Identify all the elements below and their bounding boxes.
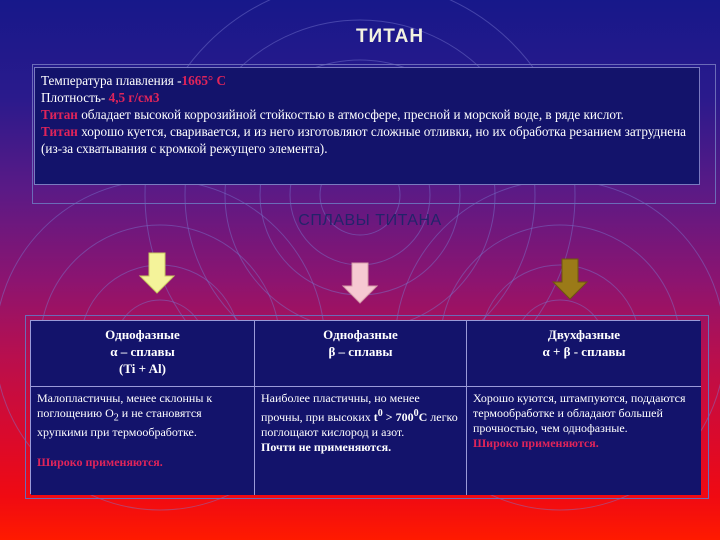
down-arrow-icon bbox=[341, 262, 379, 304]
density-line: Плотность- 4,5 г/см3 bbox=[41, 90, 160, 105]
melting-value: 1665 bbox=[181, 73, 208, 88]
alloys-heading: СПЛАВЫ ТИТАНА bbox=[298, 212, 442, 229]
forging-line: Титан хорошо куется, сваривается, и из него изготовляют сложные отливки, но их обработка резанием затруднена (из-за схватывания с кромкой режущего элемента). bbox=[41, 124, 687, 156]
melting-point-line: Температура плавления -1665° С bbox=[41, 73, 227, 88]
density-value: 4,5 г/см3 bbox=[108, 90, 160, 105]
table-header-alpha: Однофазные α – сплавы (Ti + Al) bbox=[31, 321, 255, 387]
melting-unit: С bbox=[216, 73, 227, 88]
table-cell-alpha: Малопластичны, менее склонны к поглощению $О_2$ и не становятся хрупкими при термообработке. Широко применяются. bbox=[31, 387, 255, 495]
table-header-alpha-beta: Двухфазные α + β - сплавы bbox=[467, 321, 701, 387]
down-arrow-icon bbox=[551, 258, 589, 300]
arrow-olive bbox=[553, 259, 587, 299]
corrosion-line: Титан обладает высокой коррозийной стойкостью в атмосфере, пресной и морской воде, в ряде кислот. bbox=[41, 107, 624, 122]
usage-note: Широко применяются. bbox=[37, 455, 163, 470]
usage-note: Широко применяются. bbox=[473, 436, 599, 450]
properties-panel bbox=[34, 67, 700, 185]
table-cell-beta: Наиболее пластичны, но менее прочны, при высоких $t^0 > 700^0С$ легко поглощают кислород и азот. Почти не применяются. bbox=[255, 387, 467, 495]
arrow-pink bbox=[343, 263, 377, 303]
page-title: ТИТАН bbox=[355, 26, 425, 47]
table-header-beta: Однофазные β – сплавы bbox=[255, 321, 467, 387]
table-cell-alpha-beta: Хорошо куются, штампуются, поддаются термообработке и обладают большей прочностью, чем однофазные. Широко применяются. bbox=[467, 387, 701, 495]
down-arrow-icon bbox=[138, 252, 176, 294]
alloys-table bbox=[30, 320, 700, 494]
usage-note: Почти не применяются. bbox=[261, 440, 392, 454]
arrow-yellow bbox=[140, 253, 174, 293]
